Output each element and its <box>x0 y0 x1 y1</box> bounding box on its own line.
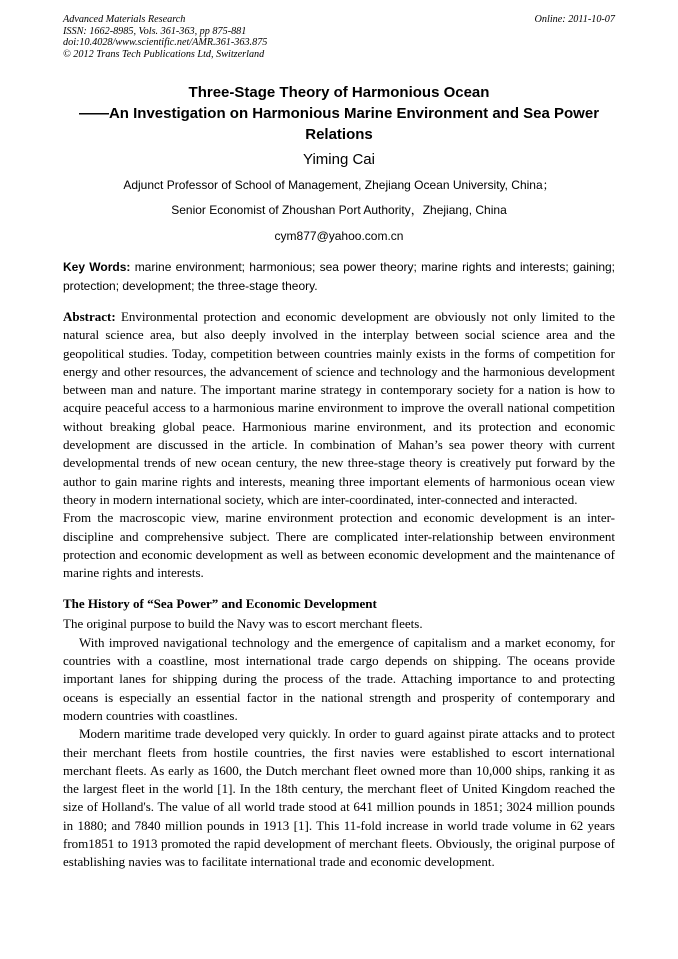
affiliation-2: Senior Economist of Zhoushan Port Authority，Zhejiang, China <box>171 203 507 217</box>
abstract <box>63 308 615 582</box>
paper-page <box>63 14 615 872</box>
abstract-label: Abstract: <box>63 309 116 324</box>
affiliation-1: Adjunct Professor of School of Management, Zhejiang Ocean University, China； <box>123 178 555 192</box>
abstract-paragraph <box>63 308 615 509</box>
online-date: Online: 2011-10-07 <box>534 14 615 25</box>
doi: doi:10.4028/www.scientific.net/AMR.361-363.875 <box>63 37 268 48</box>
section-paragraph-2: With improved navigational technology and the emergence of capitalism and a market economy, for countries with a coastline, most international trade cargo depends on shipping. The oceans provide important lanes for shipping during the process of the trade. Attaching importance to and protecting oceans is especially an essential factor in the national strength and prosperity of contemporary and modern countries with coastlines. <box>63 634 615 723</box>
keywords <box>63 258 615 296</box>
section-paragraph-3: Modern maritime trade developed very quickly. In order to guard against pirate attacks and to protect their merchant fleets from hostile countries, the first navies were established to escort international merchant fleets. As early as 1600, the Dutch merchant fleet owned more than 10,000 ships, ranking it as the largest fleet in the world [1]. In the 18th century, the merchant fleet of United Kingdom reached the size of Holland's. The value of all world trade stood at 641 million pounds in 1851; 3024 million pounds in 1880; and 7840 million pounds in 1913 [1]. This 11-fold increase in world trade volume in 62 years from1851 to 1913 promoted the rapid development of merchant fleets. Obviously, the original purpose of establishing navies was to facilitate international trade and economic development. <box>63 726 615 870</box>
author-name: Yiming Cai <box>303 151 375 168</box>
section-paragraph-1: The original purpose to build the Navy was to escort merchant fleets. <box>63 616 423 632</box>
author-email: cym877@yahoo.com.cn <box>274 229 404 243</box>
journal-meta <box>63 14 615 62</box>
journal-name: Advanced Materials Research <box>63 14 186 25</box>
abstract-paragraph-2: From the macroscopic view, marine environment protection and economic development is an inter-discipline and comprehensive subject. There are complicated inter-relationship between environment protection and economic development as well as between economic development and the maintenance of marine rights and interests. <box>63 510 615 581</box>
abstract-text: Environmental protection and economic development are obviously not only limited to the natural science area, but also deeply involved in the interplay between social science area and the geopolitical studies. Today, competition between countries mainly exists in the forms of competition for energy and other resources, the advancement of science and technology and the harmonious development between man and nature. The important marine strategy in contemporary society for a nation is how to acquire peaceful access to a harmonious marine environment to improve the overall national competition without breaking global peace. Harmonious marine environment, and its protection and economic development are discussed in the article. In combination of Mahan’s sea power theory with current developmental trends of new ocean century, the new three-stage theory is creatively put forward by the author to gain marine rights and interests, meaning three important elements of harmonious ocean view theory in modern international society, which are inter-coordinated, inter-connected and interacted. <box>63 309 616 507</box>
copyright: © 2012 Trans Tech Publications Ltd, Switzerland <box>63 48 265 60</box>
issn: ISSN: 1662-8985, Vols. 361-363, pp 875-881 <box>63 25 247 37</box>
keywords-label: Key Words: <box>63 260 131 274</box>
paper-title: Three-Stage Theory of Harmonious Ocean <box>188 84 490 101</box>
paper-subtitle: ——An Investigation on Harmonious Marine Environment and Sea Power Relations <box>78 105 600 143</box>
keywords-text: marine environment; harmonious; sea power theory; marine rights and interests; gaining; protection; development; the three-stage theory. <box>63 260 615 293</box>
section-heading: The History of “Sea Power” and Economic Development <box>63 596 377 612</box>
